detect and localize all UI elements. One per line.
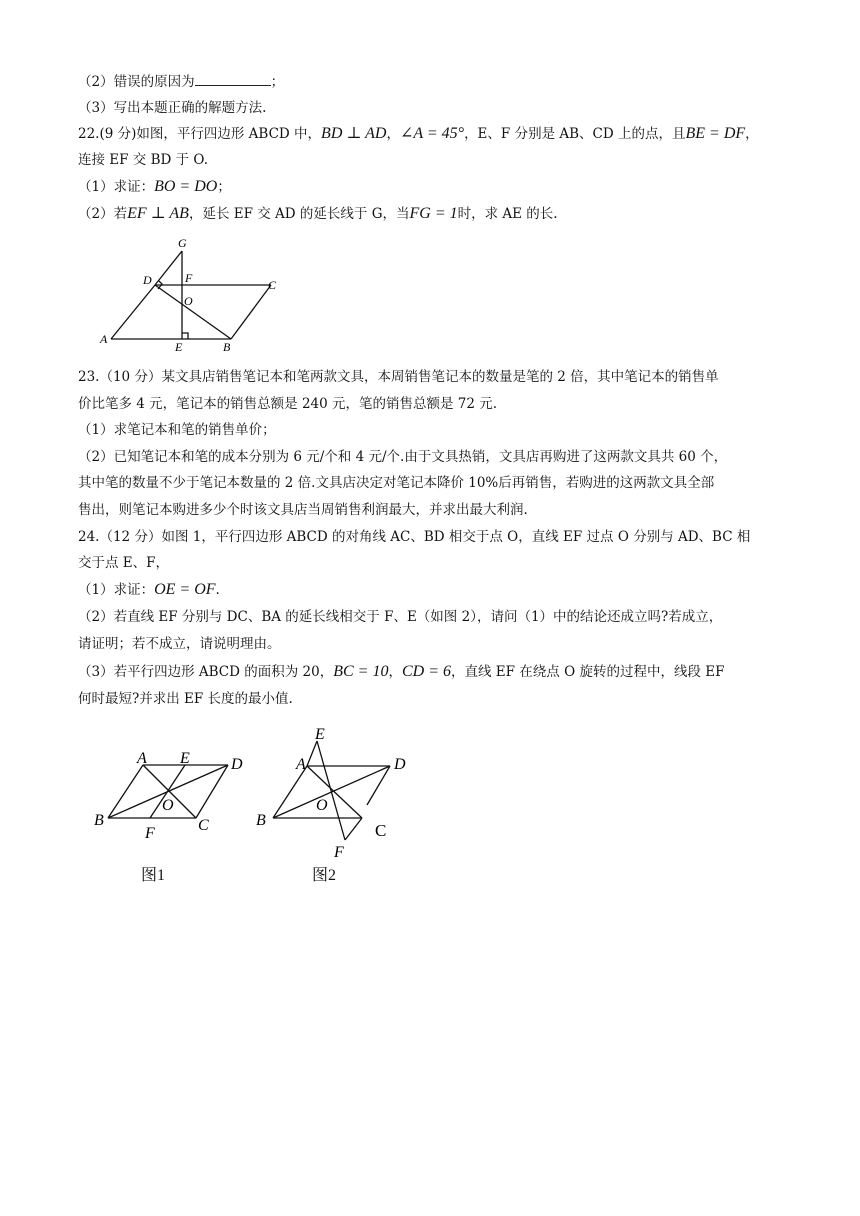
segment-ad: [111, 285, 155, 339]
q22-math-1: BD ⊥ AD: [321, 125, 387, 142]
q24-figure-2: [250, 722, 420, 862]
q21-part3: （3）写出本题正确的解题方法.: [78, 100, 267, 116]
fig2-label-b: B: [256, 812, 266, 829]
right-angle-e: [182, 333, 188, 339]
q22-header-a: 22.(9 分)如图，平行四边形 ABCD 中，: [78, 126, 322, 142]
q24-part2-line1: （2）若直线 EF 分别与 DC、BA 的延长线相交于 F、E（如图 2），请问（1）中的结论还成立吗?若成立，: [78, 609, 723, 625]
fig1-label-e: E: [180, 750, 190, 767]
q24-part1: [78, 580, 220, 600]
answer-blank[interactable]: [195, 71, 271, 86]
q23-line1: 23.（10 分）某文具店销售笔记本和笔两款文具，本周销售笔记本的数量是笔的 2 倍，其中笔记本的销售单: [78, 369, 719, 385]
q24-part1-prefix: （1）求证：: [78, 582, 155, 598]
q22-header-b: ，E、F 分别是 AB、CD 上的点，且: [464, 126, 686, 142]
q22-part2-c: 时，求 AE 的长.: [457, 206, 558, 222]
fig1-label-f: F: [145, 825, 155, 842]
fig2-segment-dc: [367, 766, 390, 805]
q23-part2-line2: 其中笔的数量不少于笔记本数量的 2 倍.文具店决定对笔记本降价 10%后再销售，若购进的这两款文具全部: [78, 475, 715, 491]
q22-figure: [95, 232, 295, 352]
q24-part3: [78, 662, 724, 682]
q24-figure-1: [88, 740, 258, 860]
q24-part3-line2: 何时最短?并求出 EF 长度的最小值.: [78, 691, 293, 707]
label-a: A: [100, 332, 108, 346]
fig1-label-d: D: [231, 756, 243, 773]
label-o: O: [184, 294, 193, 308]
q22-line2: 连接 EF 交 BD 于 O.: [78, 152, 208, 168]
q22-header: [78, 124, 759, 144]
q22-part2-math-2: FG = 1: [409, 205, 458, 222]
q24-part3-b: ，直线 EF 在绕点 O 旋转的过程中，线段 EF: [451, 664, 725, 680]
q22-part1-math: BO = DO: [154, 178, 218, 195]
fig1-label-b: B: [94, 812, 104, 829]
q22-part2-math-1: EF ⊥ AB: [127, 205, 189, 222]
fig2-caption: 图2: [312, 867, 337, 884]
q24-part3-sep: ，: [388, 664, 402, 680]
q22-part1: [78, 177, 231, 197]
q21-part2: [78, 71, 284, 92]
fig2-label-a: A: [296, 756, 306, 773]
q22-sep1: ，: [386, 126, 400, 142]
fig2-label-d: D: [394, 756, 406, 773]
fig2-label-o: O: [316, 797, 328, 814]
label-e: E: [175, 340, 183, 352]
fig2-label-e: E: [315, 726, 325, 743]
label-c: C: [268, 278, 277, 292]
q23-part2-line3: 售出，则笔记本购进多少个时该文具店当周销售利润最大，并求出最大利润.: [78, 502, 528, 518]
q24-part1-math: OE = OF: [154, 581, 216, 598]
q24-part1-suffix: .: [215, 582, 220, 598]
q24-part2-line2: 请证明；若不成立，请说明理由。: [78, 636, 281, 652]
segment-bc: [231, 285, 271, 339]
q21-part2-prefix: （2）错误的原因为: [78, 74, 195, 90]
fig2-label-f: F: [334, 844, 344, 861]
fig2-label-c: C: [375, 821, 387, 840]
fig1-caption: 图1: [141, 867, 166, 884]
fig1-label-c: C: [198, 817, 209, 834]
fig1-label-o: O: [162, 797, 174, 814]
fig1-segment-dc: [196, 765, 228, 818]
label-d: D: [143, 273, 152, 287]
fig1-label-a: A: [137, 750, 147, 767]
q22-header-c: ，: [745, 126, 759, 142]
q24-line1: 24.（12 分）如图 1，平行四边形 ABCD 的对角线 AC、BD 相交于点 O，直线 EF 过点 O 分别与 AD、BC 相: [78, 529, 751, 545]
segment-db: [155, 285, 231, 339]
q22-math-2: ∠A = 45°: [399, 125, 465, 142]
q24-line2: 交于点 E、F，: [78, 555, 170, 571]
q22-math-3: BE = DF: [685, 125, 746, 142]
q23-line2: 价比笔多 4 元，笔记本的销售总额是 240 元，笔的销售总额是 72 元.: [78, 396, 498, 412]
q23-part1: （1）求笔记本和笔的销售单价；: [78, 422, 276, 438]
segment-gd: [155, 251, 182, 285]
label-f: F: [185, 271, 193, 285]
q22-part2-a: （2）若: [78, 206, 128, 222]
q24-part3-a: （3）若平行四边形 ABCD 的面积为 20，: [78, 664, 334, 680]
fig2-segment-dc-extension: [345, 818, 362, 840]
label-b: B: [223, 340, 231, 352]
q22-part2: [78, 204, 558, 224]
q22-part1-suffix: ；: [217, 179, 231, 195]
fig2-segment-ef: [317, 741, 345, 840]
q22-part2-b: ，延长 EF 交 AD 的延长线于 G，当: [188, 206, 410, 222]
q21-part2-suffix: ；: [270, 74, 285, 90]
fig2-segment-ea: [307, 741, 317, 766]
label-g: G: [178, 236, 187, 250]
q24-part3-math-2: CD = 6: [401, 663, 451, 680]
q24-part3-math-1: BC = 10: [333, 663, 389, 680]
q23-part2-line1: （2）已知笔记本和笔的成本分别为 6 元/个和 4 元/个.由于文具热销，文具店再购进了这两款文具共 60 个，: [78, 449, 728, 465]
q22-part1-prefix: （1）求证：: [78, 179, 155, 195]
